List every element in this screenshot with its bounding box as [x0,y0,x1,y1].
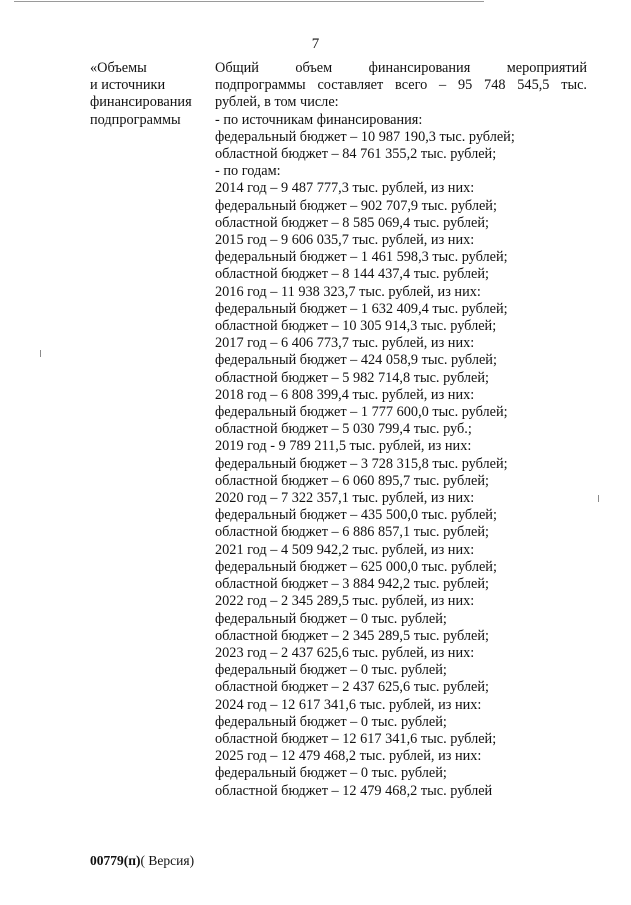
funding-line: - по источникам финансирования: [215,111,423,128]
document-code: 00779(п) [90,853,141,868]
scan-speck [598,495,599,502]
heading-line: подпрограммы [90,111,181,128]
funding-line: федеральный бюджет – 10 987 190,3 тыс. рублей; [215,128,515,145]
funding-line: федеральный бюджет – 0 тыс. рублей; [215,765,447,782]
funding-line: областной бюджет – 12 479 468,2 тыс. рублей [215,782,493,799]
funding-line: - по годам: [215,163,281,180]
funding-line: 2014 год – 9 487 777,3 тыс. рублей, из них: [215,180,475,197]
funding-details [215,60,587,800]
funding-line: 2017 год – 6 406 773,7 тыс. рублей, из них: [215,335,475,352]
funding-line: федеральный бюджет – 0 тыс. рублей; [215,713,447,730]
funding-line: 2015 год – 9 606 035,7 тыс. рублей, из них: [215,232,475,249]
heading-line: финансирования [90,94,192,111]
funding-line: 2016 год – 11 938 323,7 тыс. рублей, из них: [215,283,481,300]
section-heading [90,60,202,129]
funding-line: областной бюджет – 8 144 437,4 тыс. рублей; [215,266,490,283]
funding-line: федеральный бюджет – 1 777 600,0 тыс. рублей; [215,404,508,421]
funding-line: областной бюджет – 12 617 341,6 тыс. рублей; [215,730,497,747]
funding-line: областной бюджет – 2 345 289,5 тыс. рублей; [215,627,490,644]
funding-line: областной бюджет – 8 585 069,4 тыс. рублей; [215,214,490,231]
funding-line: федеральный бюджет – 3 728 315,8 тыс. рублей; [215,455,508,472]
funding-line: областной бюджет – 6 060 895,7 тыс. рублей; [215,472,490,489]
funding-line: федеральный бюджет – 1 461 598,3 тыс. рублей; [215,249,508,266]
funding-line: 2022 год – 2 345 289,5 тыс. рублей, из них: [215,593,475,610]
funding-line: федеральный бюджет – 424 058,9 тыс. рублей; [215,352,497,369]
funding-line: областной бюджет – 6 886 857,1 тыс. рублей; [215,524,490,541]
funding-lines [215,112,587,800]
version-label: ( Версия) [140,853,195,868]
funding-line: 2025 год – 12 479 468,2 тыс. рублей, из них: [215,748,482,765]
funding-line: федеральный бюджет – 902 707,9 тыс. рублей; [215,197,497,214]
funding-line: федеральный бюджет – 625 000,0 тыс. рублей; [215,558,497,575]
funding-line: 2023 год – 2 437 625,6 тыс. рублей, из них: [215,644,475,661]
funding-line: федеральный бюджет – 0 тыс. рублей; [215,662,447,679]
top-rule [14,1,484,2]
intro-line: Общий объем финансирования мероприятий [215,60,587,76]
intro-line: рублей, в том числе: [215,94,339,111]
funding-line: областной бюджет – 5 030 799,4 тыс. руб.; [215,421,472,438]
funding-line: федеральный бюджет – 1 632 409,4 тыс. рублей; [215,300,508,317]
funding-line: областной бюджет – 5 982 714,8 тыс. рублей; [215,369,490,386]
funding-line: областной бюджет – 10 305 914,3 тыс. рублей; [215,318,497,335]
footer-code [90,853,194,869]
page-number: 7 [311,36,320,52]
funding-line: федеральный бюджет – 0 тыс. рублей; [215,610,447,627]
funding-line: 2021 год – 4 509 942,2 тыс. рублей, из них: [215,541,475,558]
funding-line: федеральный бюджет – 435 500,0 тыс. рублей; [215,507,497,524]
heading-line: «Объемы [90,60,147,76]
funding-line: областной бюджет – 84 761 355,2 тыс. рублей; [215,146,497,163]
funding-line: 2020 год – 7 322 357,1 тыс. рублей, из них: [215,490,475,507]
funding-line: 2018 год – 6 808 399,4 тыс. рублей, из них: [215,386,475,403]
heading-line: и источники [90,77,166,94]
scan-speck [40,350,41,357]
intro-line: подпрограммы составляет всего – 95 748 545,5 тыс. [215,77,587,94]
funding-line: областной бюджет – 2 437 625,6 тыс. рублей; [215,679,490,696]
funding-line: 2019 год - 9 789 211,5 тыс. рублей, из них: [215,438,472,455]
funding-line: 2024 год – 12 617 341,6 тыс. рублей, из них: [215,696,482,713]
funding-line: областной бюджет – 3 884 942,2 тыс. рублей; [215,576,490,593]
